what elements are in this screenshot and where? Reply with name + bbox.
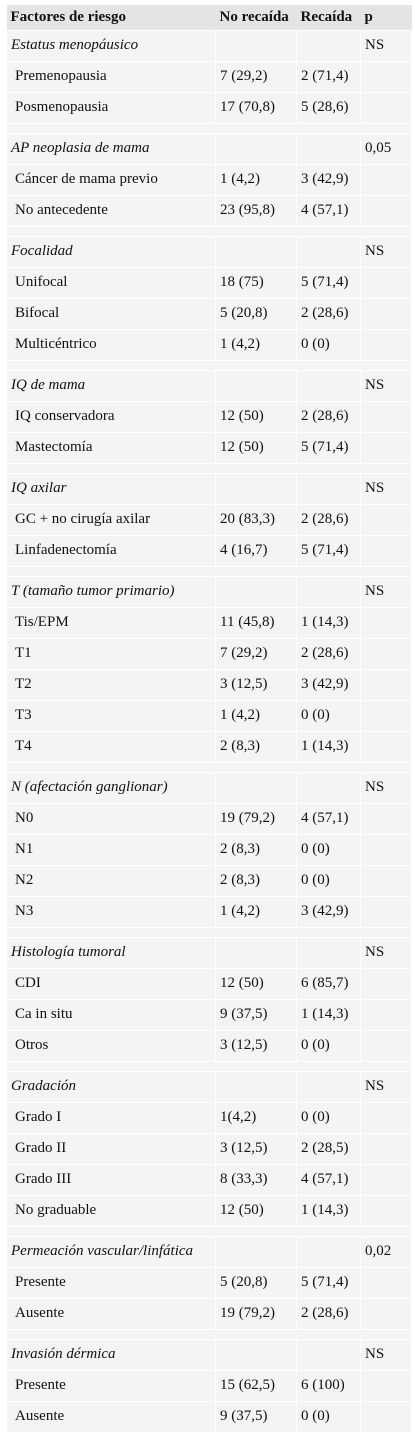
table-row [7, 1267, 412, 1298]
no-recaida-value: 2 (8,3) [216, 731, 297, 762]
recaida-value: 2 (28,6) [297, 504, 361, 535]
empty-cell [216, 133, 297, 164]
group-header-row [7, 133, 412, 164]
table-row [7, 61, 412, 92]
empty-cell [297, 576, 361, 607]
no-recaida-value: 7 (29,2) [216, 638, 297, 669]
table-row [7, 535, 412, 566]
row-label: Grado I [7, 1102, 216, 1133]
no-recaida-value: 1 (4,2) [216, 329, 297, 360]
p-value: NS [361, 1339, 412, 1370]
group-spacer [7, 566, 412, 576]
p-cell [361, 401, 412, 432]
spacer-cell [7, 762, 412, 772]
no-recaida-value: 18 (75) [216, 267, 297, 298]
p-cell [361, 1401, 412, 1432]
group-header-row [7, 1071, 412, 1102]
recaida-value: 2 (28,5) [297, 1133, 361, 1164]
empty-cell [297, 236, 361, 267]
p-cell [361, 896, 412, 927]
table-row [7, 504, 412, 535]
recaida-value: 1 (14,3) [297, 731, 361, 762]
recaida-value: 1 (14,3) [297, 607, 361, 638]
recaida-value: 2 (71,4) [297, 61, 361, 92]
empty-cell [216, 30, 297, 61]
table-row [7, 700, 412, 731]
p-cell [361, 865, 412, 896]
group-header-row [7, 473, 412, 504]
group-title: Permeación vascular/linfática [7, 1236, 216, 1267]
p-cell [361, 669, 412, 700]
recaida-value: 3 (42,9) [297, 896, 361, 927]
table-row [7, 1030, 412, 1061]
table-row [7, 803, 412, 834]
group-title: N (afectación ganglionar) [7, 772, 216, 803]
row-label: Presente [7, 1370, 216, 1401]
empty-cell [297, 1339, 361, 1370]
p-value: NS [361, 937, 412, 968]
no-recaida-value: 5 (20,8) [216, 1267, 297, 1298]
empty-cell [216, 1071, 297, 1102]
group-header-row [7, 30, 412, 61]
recaida-value: 3 (42,9) [297, 669, 361, 700]
no-recaida-value: 9 (37,5) [216, 999, 297, 1030]
spacer-cell [7, 123, 412, 133]
recaida-value: 0 (0) [297, 700, 361, 731]
no-recaida-value: 12 (50) [216, 968, 297, 999]
p-cell [361, 1133, 412, 1164]
p-cell [361, 164, 412, 195]
header-recaida: Recaída [300, 8, 353, 25]
group-spacer [7, 360, 412, 370]
empty-cell [297, 772, 361, 803]
group-spacer [7, 226, 412, 236]
no-recaida-value: 1(4,2) [216, 1102, 297, 1133]
recaida-value: 0 (0) [297, 1030, 361, 1061]
no-recaida-value: 12 (50) [216, 432, 297, 463]
recaida-value: 1 (14,3) [297, 1195, 361, 1226]
recaida-value: 5 (71,4) [297, 432, 361, 463]
row-label: No antecedente [7, 195, 216, 226]
row-label: No graduable [7, 1195, 216, 1226]
table-header-row [7, 5, 412, 30]
recaida-value: 5 (71,4) [297, 535, 361, 566]
no-recaida-value: 9 (37,5) [216, 1401, 297, 1432]
no-recaida-value: 7 (29,2) [216, 61, 297, 92]
group-spacer [7, 1061, 412, 1071]
p-cell [361, 61, 412, 92]
group-header-row [7, 1236, 412, 1267]
group-title: IQ axilar [7, 473, 216, 504]
empty-cell [216, 937, 297, 968]
row-label: N3 [7, 896, 216, 927]
row-label: Ausente [7, 1298, 216, 1329]
recaida-value: 4 (57,1) [297, 1164, 361, 1195]
p-cell [361, 834, 412, 865]
table-row [7, 1195, 412, 1226]
group-title: T (tamaño tumor primario) [7, 576, 216, 607]
header-p: p [364, 8, 373, 25]
p-cell [361, 1195, 412, 1226]
no-recaida-value: 23 (95,8) [216, 195, 297, 226]
no-recaida-value: 12 (50) [216, 1195, 297, 1226]
p-cell [361, 638, 412, 669]
empty-cell [216, 576, 297, 607]
group-title: Focalidad [7, 236, 216, 267]
recaida-value: 0 (0) [297, 329, 361, 360]
group-title: IQ de mama [7, 370, 216, 401]
p-cell [361, 92, 412, 123]
group-title: Histología tumoral [7, 937, 216, 968]
spacer-cell [7, 1226, 412, 1236]
table-row [7, 401, 412, 432]
group-spacer [7, 463, 412, 473]
table-row [7, 1133, 412, 1164]
group-spacer [7, 123, 412, 133]
row-label: Cáncer de mama previo [7, 164, 216, 195]
empty-cell [297, 30, 361, 61]
recaida-value: 0 (0) [297, 1401, 361, 1432]
group-header-row [7, 772, 412, 803]
no-recaida-value: 11 (45,8) [216, 607, 297, 638]
p-value: NS [361, 30, 412, 61]
row-label: Tis/EPM [7, 607, 216, 638]
empty-cell [216, 1339, 297, 1370]
spacer-cell [7, 360, 412, 370]
p-cell [361, 803, 412, 834]
group-header-row [7, 576, 412, 607]
row-label: Posmenopausia [7, 92, 216, 123]
p-cell [361, 1102, 412, 1133]
recaida-value: 0 (0) [297, 1102, 361, 1133]
recaida-value: 4 (57,1) [297, 195, 361, 226]
no-recaida-value: 8 (33,3) [216, 1164, 297, 1195]
spacer-cell [7, 226, 412, 236]
group-header-row [7, 937, 412, 968]
no-recaida-value: 19 (79,2) [216, 803, 297, 834]
recaida-value: 6 (100) [297, 1370, 361, 1401]
row-label: N0 [7, 803, 216, 834]
recaida-value: 6 (85,7) [297, 968, 361, 999]
group-header-row [7, 236, 412, 267]
no-recaida-value: 3 (12,5) [216, 1030, 297, 1061]
no-recaida-value: 1 (4,2) [216, 700, 297, 731]
recaida-value: 4 (57,1) [297, 803, 361, 834]
empty-cell [297, 1071, 361, 1102]
p-cell [361, 1164, 412, 1195]
p-value: NS [361, 1071, 412, 1102]
recaida-value: 2 (28,6) [297, 401, 361, 432]
p-cell [361, 1267, 412, 1298]
row-label: Grado III [7, 1164, 216, 1195]
table-row [7, 669, 412, 700]
row-label: IQ conservadora [7, 401, 216, 432]
table-row [7, 1164, 412, 1195]
no-recaida-value: 19 (79,2) [216, 1298, 297, 1329]
table-row [7, 195, 412, 226]
empty-cell [216, 370, 297, 401]
group-spacer [7, 1329, 412, 1339]
spacer-cell [7, 566, 412, 576]
p-value: NS [361, 370, 412, 401]
row-label: N2 [7, 865, 216, 896]
p-cell [361, 999, 412, 1030]
spacer-cell [7, 463, 412, 473]
table-row [7, 432, 412, 463]
row-label: Premenopausia [7, 61, 216, 92]
table-row [7, 865, 412, 896]
recaida-value: 2 (28,6) [297, 1298, 361, 1329]
recaida-value: 2 (28,6) [297, 638, 361, 669]
group-spacer [7, 762, 412, 772]
group-header-row [7, 1339, 412, 1370]
no-recaida-value: 4 (16,7) [216, 535, 297, 566]
group-spacer [7, 927, 412, 937]
no-recaida-value: 2 (8,3) [216, 865, 297, 896]
group-title: Invasión dérmica [7, 1339, 216, 1370]
recaida-value: 5 (71,4) [297, 1267, 361, 1298]
row-label: Ca in situ [7, 999, 216, 1030]
p-cell [361, 267, 412, 298]
table-row [7, 999, 412, 1030]
row-label: Multicéntrico [7, 329, 216, 360]
table-row [7, 1298, 412, 1329]
risk-factors-table [6, 5, 412, 1433]
table-row [7, 1102, 412, 1133]
table-row [7, 834, 412, 865]
recaida-value: 5 (28,6) [297, 92, 361, 123]
table-row [7, 638, 412, 669]
row-label: Bifocal [7, 298, 216, 329]
p-cell [361, 1298, 412, 1329]
row-label: T1 [7, 638, 216, 669]
table-body [7, 30, 412, 1432]
row-label: Ausente [7, 1401, 216, 1432]
row-label: Otros [7, 1030, 216, 1061]
row-label: Unifocal [7, 267, 216, 298]
p-cell [361, 432, 412, 463]
no-recaida-value: 3 (12,5) [216, 669, 297, 700]
p-cell [361, 329, 412, 360]
row-label: CDI [7, 968, 216, 999]
empty-cell [297, 1236, 361, 1267]
spacer-cell [7, 1061, 412, 1071]
empty-cell [297, 370, 361, 401]
table-row [7, 164, 412, 195]
row-label: N1 [7, 834, 216, 865]
no-recaida-value: 17 (70,8) [216, 92, 297, 123]
row-label: Grado II [7, 1133, 216, 1164]
p-value: 0,05 [361, 133, 412, 164]
p-value: NS [361, 576, 412, 607]
table-row [7, 968, 412, 999]
no-recaida-value: 2 (8,3) [216, 834, 297, 865]
recaida-value: 3 (42,9) [297, 164, 361, 195]
table-row [7, 1370, 412, 1401]
p-cell [361, 731, 412, 762]
p-value: NS [361, 772, 412, 803]
table-row [7, 896, 412, 927]
p-value: 0,02 [361, 1236, 412, 1267]
row-label: Linfadenectomía [7, 535, 216, 566]
table-row [7, 298, 412, 329]
empty-cell [297, 473, 361, 504]
row-label: T3 [7, 700, 216, 731]
group-spacer [7, 1226, 412, 1236]
no-recaida-value: 1 (4,2) [216, 164, 297, 195]
recaida-value: 0 (0) [297, 834, 361, 865]
row-label: Presente [7, 1267, 216, 1298]
group-title: Estatus menopáusico [7, 30, 216, 61]
recaida-value: 2 (28,6) [297, 298, 361, 329]
p-value: NS [361, 236, 412, 267]
group-header-row [7, 370, 412, 401]
spacer-cell [7, 1329, 412, 1339]
empty-cell [216, 473, 297, 504]
recaida-value: 5 (71,4) [297, 267, 361, 298]
spacer-cell [7, 927, 412, 937]
p-value: NS [361, 473, 412, 504]
header-factores: Factores de riesgo [10, 8, 127, 25]
p-cell [361, 535, 412, 566]
p-cell [361, 298, 412, 329]
table-row [7, 1401, 412, 1432]
table-row [7, 267, 412, 298]
row-label: GC + no cirugía axilar [7, 504, 216, 535]
recaida-value: 0 (0) [297, 865, 361, 896]
p-cell [361, 607, 412, 638]
p-cell [361, 1030, 412, 1061]
recaida-value: 1 (14,3) [297, 999, 361, 1030]
row-label: T2 [7, 669, 216, 700]
p-cell [361, 968, 412, 999]
group-title: AP neoplasia de mama [7, 133, 216, 164]
table-row [7, 607, 412, 638]
p-cell [361, 700, 412, 731]
no-recaida-value: 15 (62,5) [216, 1370, 297, 1401]
table-row [7, 731, 412, 762]
no-recaida-value: 20 (83,3) [216, 504, 297, 535]
empty-cell [297, 133, 361, 164]
empty-cell [297, 937, 361, 968]
empty-cell [216, 236, 297, 267]
no-recaida-value: 5 (20,8) [216, 298, 297, 329]
group-title: Gradación [7, 1071, 216, 1102]
row-label: T4 [7, 731, 216, 762]
p-cell [361, 1370, 412, 1401]
empty-cell [216, 1236, 297, 1267]
no-recaida-value: 3 (12,5) [216, 1133, 297, 1164]
table-row [7, 329, 412, 360]
p-cell [361, 195, 412, 226]
p-cell [361, 504, 412, 535]
row-label: Mastectomía [7, 432, 216, 463]
table-row [7, 92, 412, 123]
header-no-recaida: No recaída [219, 8, 289, 25]
empty-cell [216, 772, 297, 803]
no-recaida-value: 12 (50) [216, 401, 297, 432]
no-recaida-value: 1 (4,2) [216, 896, 297, 927]
